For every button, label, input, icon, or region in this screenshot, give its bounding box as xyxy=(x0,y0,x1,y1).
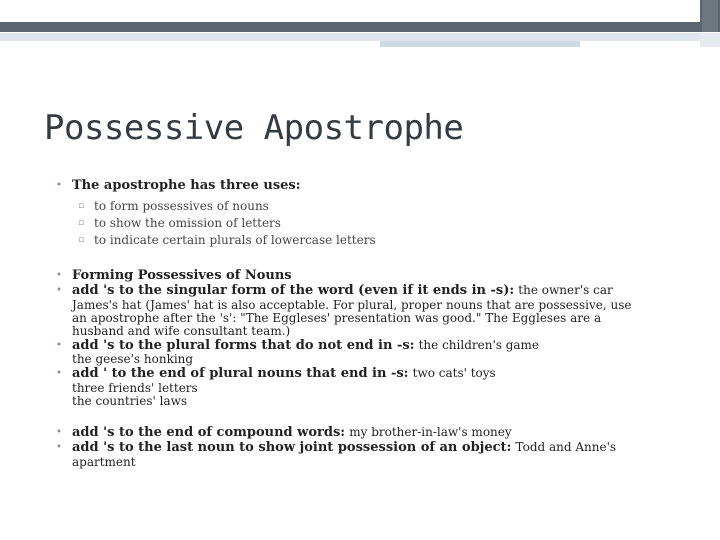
bullet-icon: • xyxy=(56,442,62,453)
bullet-forming: • Forming Possessives of Nouns xyxy=(56,267,292,283)
header-bar-corner-light xyxy=(700,33,720,47)
bullet-uses xyxy=(56,178,686,249)
bullet-icon: • xyxy=(56,368,62,379)
bullet-joint: • add 's to the last noun to show joint possession of an object: Todd and Anne's apartment xyxy=(56,440,617,469)
slide-title: Possessive Apostrophe xyxy=(44,108,464,148)
header-bar-dark xyxy=(0,22,700,32)
sub-bullet: ▫ to show the omission of letters xyxy=(78,215,281,230)
bullet-list xyxy=(56,178,686,249)
sub-list-uses xyxy=(72,198,686,249)
bullet-singular: • add 's to the singular form of the word (even if it ends in -s): the owner's car James's hat (James' hat is also acceptable. For plural, proper nouns that are possessive, use an apostrophe after the 's': "The Eggleses' presentation was good." The Eggleses are a husband and wife consultant team.) xyxy=(56,283,632,338)
square-bullet-icon: ▫ xyxy=(78,217,85,228)
bullet-icon: • xyxy=(56,285,62,296)
bullet-icon: • xyxy=(56,339,62,351)
bullet-list-compound xyxy=(56,425,686,469)
sub-bullet: ▫ to indicate certain plurals of lowercase letters xyxy=(78,232,376,247)
bullet-list-rules xyxy=(56,268,686,408)
bullet-icon: • xyxy=(56,180,62,191)
bullet-compound: • add 's to the end of compound words: my brother-in-law's money xyxy=(56,424,512,440)
bullet-plural-s: • add ' to the end of plural nouns that end in -s: two cats' toys three friends' letters the countries' laws xyxy=(56,366,496,408)
bullet-uses-label: The apostrophe has three uses: xyxy=(72,178,301,193)
slide-content xyxy=(56,178,686,469)
bullet-plural-no-s: • add 's to the plural forms that do not end in -s: the children's game the geese's honking xyxy=(56,337,540,366)
header-bar-light xyxy=(0,33,720,41)
bullet-icon: • xyxy=(56,426,62,438)
square-bullet-icon: ▫ xyxy=(78,200,85,211)
top-band xyxy=(0,0,720,24)
sub-bullet: ▫ to form possessives of nouns xyxy=(78,198,269,213)
square-bullet-icon: ▫ xyxy=(78,234,85,245)
bullet-icon: • xyxy=(56,269,62,281)
header-bar-corner xyxy=(700,0,720,32)
header-bar-accent xyxy=(380,41,580,47)
